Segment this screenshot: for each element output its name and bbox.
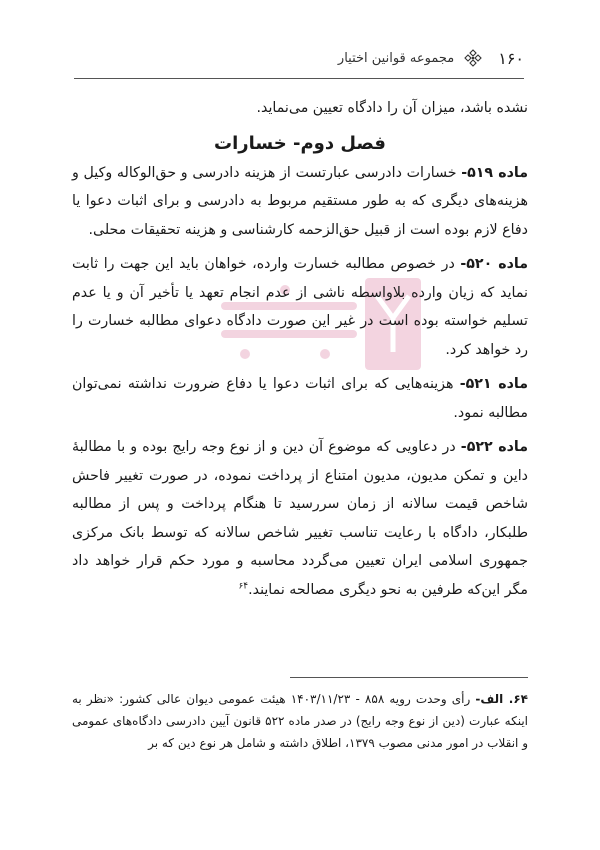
article-text: هزینه‌هایی که برای اثبات دعوا یا دفاع ضرورت نداشته نمی‌توان مطالبه نمود. (72, 376, 528, 421)
footnote-text: رأی وحدت رویه ۸۵۸ - ۱۴۰۳/۱۱/۲۳ هیئت عمومی دیوان عالی کشور: «نظر به اینکه عبارت (دین از نوع وجه رایج) در صدر ماده ۵۲۲ قانون آیین دادرسی دادگاه‌های عمومی و انقلاب در امور مدنی مصوب ۱۳۷۹، اطلاق داشته و شامل هر نوع دین که بر (72, 692, 528, 750)
article-label: ماده ۵۲۰- (460, 256, 528, 272)
page-header (72, 44, 524, 72)
article-label: ماده ۵۱۹- (461, 164, 528, 181)
footnotes (72, 688, 528, 754)
intro-text: نشده باشد، میزان آن را دادگاه تعیین می‌نماید. (256, 100, 528, 116)
footnote-reference[interactable]: ۶۴ (238, 580, 249, 591)
page-body (72, 94, 528, 610)
article-text: در دعاویی که موضوع آن دین و از نوع وجه رایج بوده و با مطالبهٔ داین و تمکن مدیون، مدیون امتناع از پرداخت نموده، در صورت تغییر فاحش شاخص قیمت سالانه از زمان سررسید تا هنگام پرداخت و پس از مطالبه طلبکار، دادگاه با رعایت تناسب تغییر شاخص سالانه که توسط بانک مرکزی جمهوری اسلامی ایران تعیین می‌گردد محاسبه و مورد حکم قرار خواهد داد مگر این‌که طرفین به نحو دیگری مصالحه نمایند. (72, 439, 528, 598)
footnote-divider (290, 677, 528, 678)
article-text: خسارات دادرسی عبارتست از هزینه دادرسی و حق‌الوکاله وکیل و هزینه‌های دیگری که به طور مستقیم مربوط به دادرسی و برای اثبات دعوا یا دفاع لازم بوده است از قبیل حق‌الزحمه کارشناسی و هزینه تحقیقات محلی. (72, 164, 528, 238)
article-label: ماده ۵۲۲- (460, 439, 528, 455)
article-522 (72, 433, 528, 604)
article-519 (72, 159, 528, 245)
chapter-heading: فصل دوم- خسارات (214, 132, 386, 154)
article-521 (72, 370, 528, 427)
diamond-ornament-icon (464, 49, 482, 67)
footnote-64 (72, 688, 528, 754)
article-label: ماده ۵۲۱- (459, 376, 528, 392)
page-number: ۱۶۰ (498, 48, 524, 68)
header-divider (74, 78, 524, 79)
article-520 (72, 250, 528, 364)
footnote-label: ۶۴. الف- (475, 692, 528, 706)
article-text: در خصوص مطالبه خسارت وارده، خواهان باید این جهت را ثابت نماید که زیان وارده بلاواسطه ناشی از عدم انجام تعهد یا تأخیر آن و یا عدم تسلیم خواسته بوده است در غیر این صورت دادگاه دعوای مطالبه خسارت را رد خواهد کرد. (72, 256, 528, 358)
book-title: مجموعه قوانین اختیار (337, 50, 455, 66)
